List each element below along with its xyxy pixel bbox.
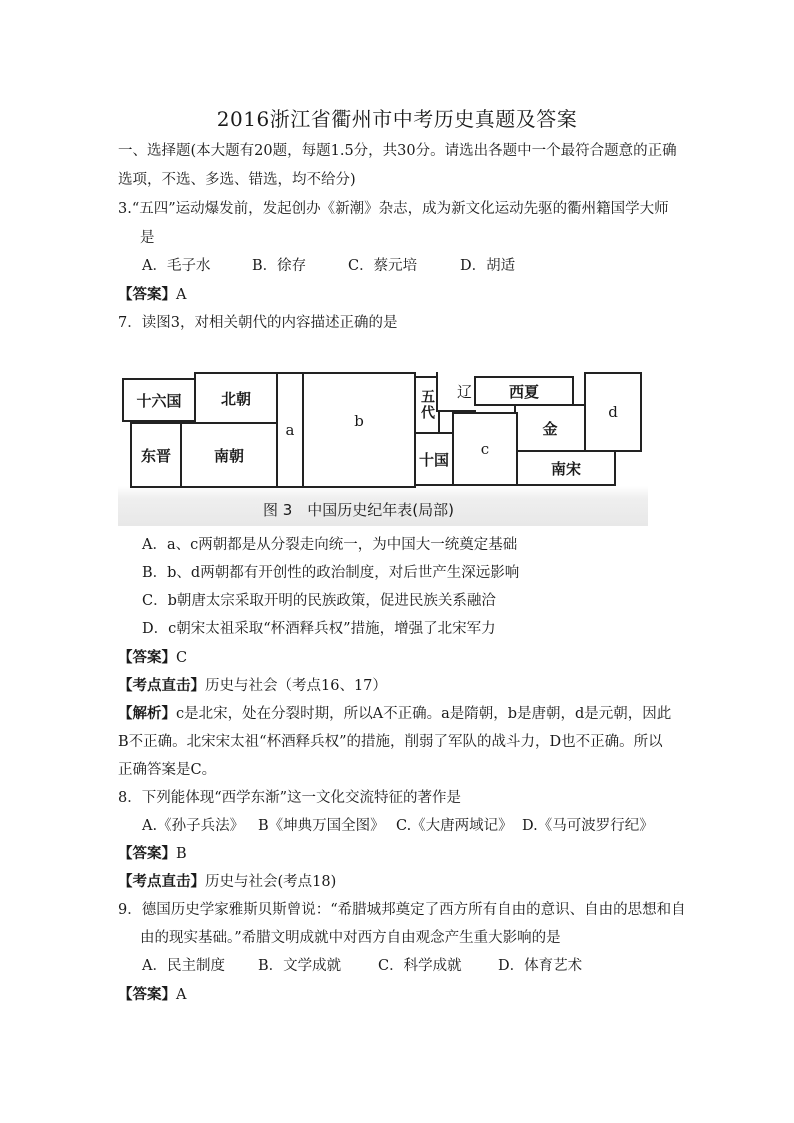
q7-answer-value: C (176, 650, 188, 666)
box-shiguo: 十国 (414, 432, 454, 486)
box-nansong: 南宋 (516, 450, 616, 486)
box-d: d (584, 372, 642, 452)
q3-answer (118, 285, 186, 305)
q3-options (142, 256, 515, 276)
q3-option-c: C．蔡元培 (348, 258, 418, 274)
q3-stem-line2: 是 (140, 230, 155, 246)
q3-option-a: A．毛子水 (142, 258, 211, 274)
q8-option-d: D.《马可波罗行纪》 (522, 818, 654, 834)
q9-option-d: D．体育艺术 (498, 958, 583, 974)
q9-answer-label: 【答案】 (118, 986, 176, 1003)
q8-option-b: B《坤典万国全图》 (258, 818, 385, 834)
q7-analysis-line1 (118, 704, 671, 724)
q8-answer (118, 844, 187, 864)
box-beichao: 北朝 (194, 372, 278, 424)
q7-analysis-line2: B不正确。北宋宋太祖“杯酒释兵权”的措施，削弱了军队的战斗力，D也不正确。所以 (118, 734, 663, 750)
box-b: b (302, 372, 416, 488)
box-shiliuguo: 十六国 (122, 378, 196, 422)
q9-option-a: A．民主制度 (142, 958, 225, 974)
box-nanchao: 南朝 (180, 422, 278, 488)
q3-stem-line1: 3.“五四”运动爆发前，发起创办《新潮》杂志，成为新文化运动先驱的衢州籍国学大师 (118, 201, 669, 217)
q7-option-d: D．c朝宋太祖采取“杯酒释兵权”措施，增强了北宋军力 (142, 621, 496, 637)
q8-answer-label: 【答案】 (118, 845, 176, 862)
q8-option-c: C.《大唐两域记》 (396, 818, 513, 834)
box-a: a (276, 372, 304, 488)
q3-option-b: B．徐存 (252, 258, 307, 274)
q7-answer-label: 【答案】 (118, 649, 176, 666)
box-liao: 辽 (436, 372, 476, 412)
q7-stem: 7．读图3，对相关朝代的内容描述正确的是 (118, 315, 398, 331)
q7-point-label: 【考点直击】 (118, 677, 205, 694)
q9-stem-line1: 9．德国历史学家雅斯贝斯曾说：“希腊城邦奠定了西方所有自由的意识、自由的思想和自 (118, 902, 686, 918)
q8-option-a: A.《孙子兵法》 (142, 818, 245, 834)
q7-analysis-label: 【解析】 (118, 705, 176, 722)
page-title: 2016浙江省衢州市中考历史真题及答案 (216, 107, 578, 131)
figure-caption: 图 3 中国历史纪年表(局部) (263, 501, 455, 519)
q3-answer-label: 【答案】 (118, 286, 176, 303)
q3-answer-value: A (176, 287, 187, 303)
q8-answer-value: B (176, 846, 187, 862)
box-jin: 金 (514, 404, 586, 452)
q9-option-b: B．文学成就 (258, 958, 342, 974)
q7-option-b: B．b、d两朝都有开创性的政治制度，对后世产生深远影响 (142, 565, 520, 581)
q7-analysis-text1: c是北宋，处在分裂时期，所以A不正确。a是隋朝，b是唐朝，d是元朝，因此 (176, 706, 672, 722)
q9-answer (118, 985, 186, 1005)
q8-point-value: 历史与社会(考点18) (205, 874, 337, 890)
q7-option-c: C．b朝唐太宗采取开明的民族政策，促进民族关系融洽 (142, 593, 496, 609)
q7-point-value: 历史与社会（考点16、17） (205, 678, 387, 694)
q9-option-c: C．科学成就 (378, 958, 462, 974)
q7-analysis-line3: 正确答案是C。 (118, 762, 217, 778)
q3-option-d: D．胡适 (460, 258, 516, 274)
q7-option-a: A．a、c两朝都是从分裂走向统一，为中国大一统奠定基础 (142, 537, 518, 553)
q9-options (142, 956, 582, 976)
q9-answer-value: A (176, 987, 187, 1003)
q9-stem-line2: 由的现实基础。”希腊文明成就中对西方自由观念产生重大影响的是 (140, 930, 561, 946)
q8-point-label: 【考点直击】 (118, 873, 205, 890)
timeline-figure (118, 368, 648, 528)
box-wudai: 五代 (414, 376, 440, 434)
q7-answer (118, 648, 187, 668)
q8-options (142, 816, 654, 836)
section-heading-line2: 选项，不选、多选、错选，均不给分) (118, 172, 356, 188)
q7-point (118, 676, 387, 696)
box-dongjin: 东晋 (130, 422, 182, 488)
q8-point (118, 872, 336, 892)
q8-stem: 8．下列能体现“西学东渐”这一文化交流特征的著作是 (118, 790, 462, 806)
section-heading-line1: 一、选择题(本大题有20题，每题1.5分，共30分。请选出各题中一个最符合题意的正确 (118, 143, 677, 159)
box-c: c (452, 412, 518, 486)
box-xixia: 西夏 (474, 376, 574, 406)
